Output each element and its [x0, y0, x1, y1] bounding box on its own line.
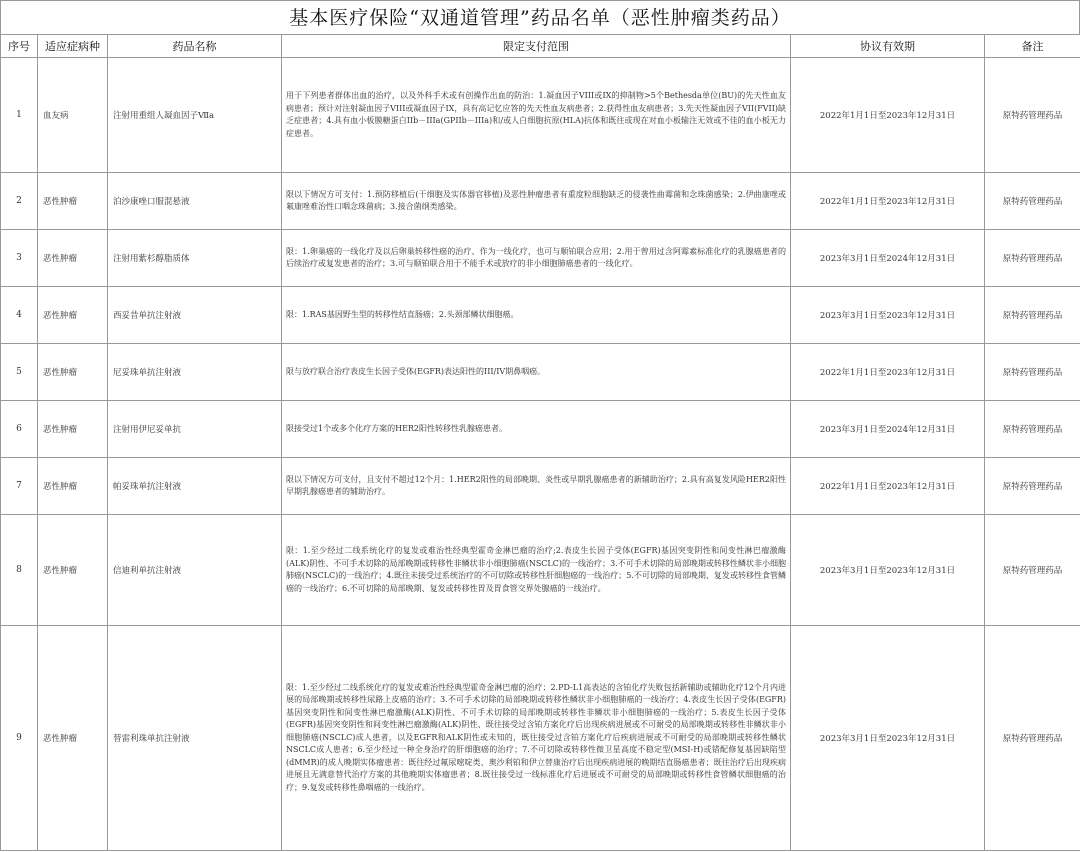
row-no: 9 [1, 626, 38, 851]
row-indication: 恶性肿瘤 [38, 173, 108, 230]
table-row [1, 626, 1080, 851]
row-remark: 原特药管理药品 [985, 458, 1080, 515]
row-scope: 限：1.卵巢癌的一线化疗及以后卵巢转移性癌的治疗、作为一线化疗，也可与顺铂联合应用；2.用于曾用过含阿霉素标准化疗的乳腺癌患者的后续治疗或复发患者的治疗；3.可与顺铂联合用于不能手术或放疗的非小细胞肺癌患者的一线化疗。 [282, 230, 791, 287]
table-row [1, 401, 1080, 458]
header-validity: 协议有效期 [791, 35, 985, 58]
table-row [1, 344, 1080, 401]
table-row [1, 58, 1080, 173]
row-scope: 限：1.至少经过二线系统化疗的复发或难治性经典型霍奇金淋巴瘤的治疗;2.表皮生长因子受体(EGFR)基因突变阴性和间变性淋巴瘤激酶(ALK)阴性、不可手术切除的局部晚期或转移性非鳞状非小细胞肺癌(NSCLC)的一线治疗；3.不可手术切除的局部晚期或转移性鳞状非小细胞肺癌(NSCLC)的一线治疗；4.既往未接受过系统治疗的不可切除或转移性肝细胞癌的一线治疗；5.不可切除的局部晚期、复发或转移性食管鳞癌的一线治疗；6.不可切除的局部晚期、复发或转移性胃及胃食管交界处腺癌的一线治疗。 [282, 515, 791, 626]
row-remark: 原特药管理药品 [985, 515, 1080, 626]
row-no: 1 [1, 58, 38, 173]
header-indication: 适应症病种 [38, 35, 108, 58]
row-scope: 限：1.RAS基因野生型的转移性结直肠癌；2.头颈部鳞状细胞癌。 [282, 287, 791, 344]
row-drug: 尼妥珠单抗注射液 [108, 344, 282, 401]
row-indication: 恶性肿瘤 [38, 344, 108, 401]
row-drug: 注射用紫杉醇脂质体 [108, 230, 282, 287]
row-validity: 2022年1月1日至2023年12月31日 [791, 58, 985, 173]
row-validity: 2022年1月1日至2023年12月31日 [791, 173, 985, 230]
drug-table [0, 34, 1080, 851]
row-scope: 限：1.至少经过二线系统化疗的复发或难治性经典型霍奇金淋巴瘤的治疗；2.PD-L1高表达的含铂化疗失败包括新辅助或辅助化疗12个月内进展的局部晚期或转移性尿路上皮癌的治疗；3.不可手术切除的局部晚期或转移性鳞状非小细胞肺癌的一线治疗；4.表皮生长因子受体(EGFR)基因突变阴性和间变性淋巴瘤激酶(ALK)阴性、不可手术切除的局部晚期或转移性非鳞状非小细胞肺癌的一线治疗；5.表皮生长因子受体(EGFR)基因突变阴性和间变性淋巴瘤激酶(ALK)阴性、既往接受过含铂方案化疗后出现疾病进展或不可耐受的局部晚期或转移性非鳞状非小细胞肺癌(NSCLC)成人患者，以及EGFR和ALK阴性或未知的，既往接受过含铂方案化疗后疾病进展或不可耐受的局部晚期或转移性鳞状NSCLC成人患者；6.至少经过一种全身治疗的肝细胞癌的治疗；7.不可切除或转移性微卫星高度不稳定型(MSI-H)或错配修复基因缺陷型(dMMR)的成人晚期实体瘤患者：既往经过氟尿嘧啶类、奥沙利铂和伊立替康治疗后出现疾病进展的晚期结直肠癌患者；既往治疗后出现疾病进展且无满意替代治疗方案的其他晚期实体瘤患者；8.既往接受过一线标准化疗后进展或不可耐受的局部晚期或转移性食管鳞状细胞癌的治疗；9.复发或转移性鼻咽癌的一线治疗。 [282, 626, 791, 851]
row-remark: 原特药管理药品 [985, 401, 1080, 458]
row-drug: 注射用伊尼妥单抗 [108, 401, 282, 458]
row-no: 7 [1, 458, 38, 515]
header-no: 序号 [1, 35, 38, 58]
row-no: 3 [1, 230, 38, 287]
row-remark: 原特药管理药品 [985, 173, 1080, 230]
row-validity: 2023年3月1日至2023年12月31日 [791, 626, 985, 851]
table-row [1, 515, 1080, 626]
header-drug: 药品名称 [108, 35, 282, 58]
row-indication: 恶性肿瘤 [38, 287, 108, 344]
table-row [1, 458, 1080, 515]
row-no: 8 [1, 515, 38, 626]
row-scope: 用于下列患者群体出血的治疗，以及外科手术或有创操作出血的防治：1.凝血因子VIII或IX的抑制物>5个Bethesda单位(BU)的先天性血友病患者；预计对注射凝血因子VIII或凝血因子IX，具有高记忆应答的先天性血友病患者；2.获得性血友病患者；3.先天性凝血因子VII(FVII)缺乏症患者；4.具有血小板膜糖蛋白IIb－IIIa(GPIIb－IIIa)和/或人白细胞抗原(HLA)抗体和既往或现在对血小板输注无效或不佳的血小板无力症患者。 [282, 58, 791, 173]
row-drug: 泊沙康唑口服混悬液 [108, 173, 282, 230]
row-remark: 原特药管理药品 [985, 344, 1080, 401]
header-remark: 备注 [985, 35, 1080, 58]
row-validity: 2023年3月1日至2024年12月31日 [791, 401, 985, 458]
row-validity: 2023年3月1日至2023年12月31日 [791, 287, 985, 344]
row-remark: 原特药管理药品 [985, 626, 1080, 851]
row-indication: 血友病 [38, 58, 108, 173]
row-drug: 信迪利单抗注射液 [108, 515, 282, 626]
table-row [1, 287, 1080, 344]
row-no: 5 [1, 344, 38, 401]
row-validity: 2022年1月1日至2023年12月31日 [791, 458, 985, 515]
row-drug: 替雷利珠单抗注射液 [108, 626, 282, 851]
header-scope: 限定支付范围 [282, 35, 791, 58]
row-no: 6 [1, 401, 38, 458]
row-remark: 原特药管理药品 [985, 287, 1080, 344]
row-scope: 限与放疗联合治疗表皮生长因子受体(EGFR)表达阳性的III/IV期鼻咽癌。 [282, 344, 791, 401]
row-drug: 帕妥珠单抗注射液 [108, 458, 282, 515]
row-no: 4 [1, 287, 38, 344]
row-indication: 恶性肿瘤 [38, 626, 108, 851]
row-validity: 2022年1月1日至2023年12月31日 [791, 344, 985, 401]
row-drug: 注射用重组人凝血因子Ⅶa [108, 58, 282, 173]
row-indication: 恶性肿瘤 [38, 458, 108, 515]
table-header-row [1, 35, 1080, 58]
row-scope: 限以下情况方可支付：1.预防移植后(干细胞及实体器官移植)及恶性肿瘤患者有重度粒细胞缺乏的侵袭性曲霉菌和念珠菌感染；2.伊曲康唑或氟康唑难治性口咽念珠菌病；3.接合菌纲类感染。 [282, 173, 791, 230]
row-drug: 西妥昔单抗注射液 [108, 287, 282, 344]
row-indication: 恶性肿瘤 [38, 230, 108, 287]
row-validity: 2023年3月1日至2024年12月31日 [791, 230, 985, 287]
row-scope: 限以下情况方可支付，且支付不超过12个月：1.HER2阳性的局部晚期、炎性或早期乳腺癌患者的新辅助治疗；2.具有高复发风险HER2阳性早期乳腺癌患者的辅助治疗。 [282, 458, 791, 515]
row-remark: 原特药管理药品 [985, 230, 1080, 287]
row-indication: 恶性肿瘤 [38, 515, 108, 626]
row-scope: 限接受过1个或多个化疗方案的HER2阳性转移性乳腺癌患者。 [282, 401, 791, 458]
row-validity: 2023年3月1日至2023年12月31日 [791, 515, 985, 626]
table-row [1, 230, 1080, 287]
table-row [1, 173, 1080, 230]
row-remark: 原特药管理药品 [985, 58, 1080, 173]
row-no: 2 [1, 173, 38, 230]
row-indication: 恶性肿瘤 [38, 401, 108, 458]
page-title: 基本医疗保险“双通道管理”药品名单（恶性肿瘤类药品） [0, 0, 1080, 34]
